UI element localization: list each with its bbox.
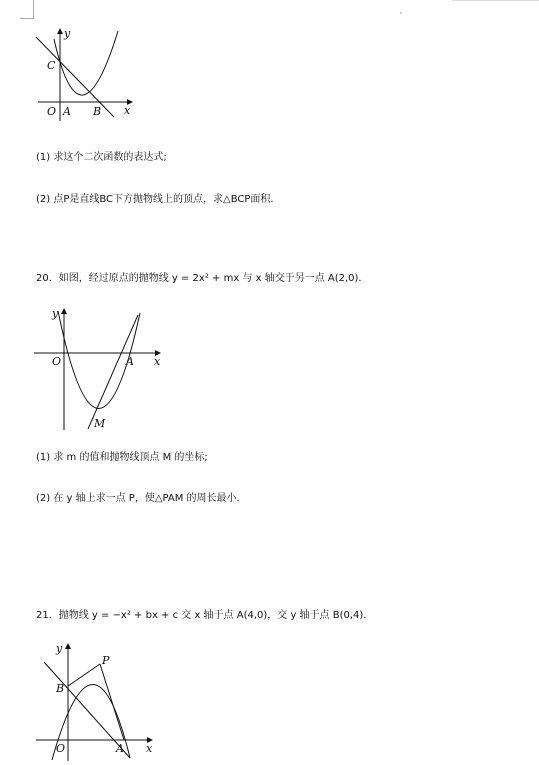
- q20-y-label: y: [52, 307, 59, 320]
- speck: [400, 12, 402, 14]
- q19-c-label: C: [47, 59, 56, 72]
- q19-x-label: x: [124, 104, 131, 117]
- q21-p-label: P: [102, 654, 110, 667]
- q21-b-label: B: [56, 682, 65, 695]
- q20-part1: (1) 求 m 的值和抛物线顶点 M 的坐标;: [36, 452, 208, 463]
- q20-stem: 20．如图，经过原点的抛物线 y = 2x² + mx 与 x 轴交于另一点 A(2,0)．: [36, 273, 369, 284]
- q20-x-label: x: [154, 355, 161, 368]
- q21-stem: 21．抛物线 y = −x² + bx + c 交 x 轴于点 A(4,0)，交 y 轴于点 B(0,4)．: [36, 610, 374, 621]
- crop-mark: [20, 18, 34, 19]
- q21-parabola-graph: [30, 640, 160, 762]
- q20-part2: (2) 在 y 轴上求一点 P，使△PAM 的周长最小.: [36, 493, 240, 504]
- q19-o-label: O: [47, 105, 57, 118]
- q21-y-label: y: [56, 642, 63, 655]
- q19-part2: (2) 点P是直线BC下方抛物线上的顶点，求△BCP面积.: [36, 194, 274, 205]
- q20-parabola-graph: [30, 305, 170, 435]
- q20-o-label: O: [52, 355, 62, 368]
- q21-x-label: x: [146, 742, 153, 755]
- q21-o-label: O: [56, 742, 66, 755]
- q19-part1: (1) 求这个二次函数的表达式;: [36, 152, 167, 163]
- crop-mark: [33, 0, 34, 18]
- q19-a-label: A: [63, 105, 71, 118]
- q19-b-label: B: [93, 105, 102, 118]
- q19-y-label: y: [64, 27, 71, 40]
- q20-m-label: M: [94, 417, 106, 430]
- q20-a-label: A: [126, 355, 134, 368]
- q19-parabola-graph: [30, 25, 140, 125]
- header-rule: [452, 0, 539, 1]
- q21-a-label: A: [116, 742, 124, 755]
